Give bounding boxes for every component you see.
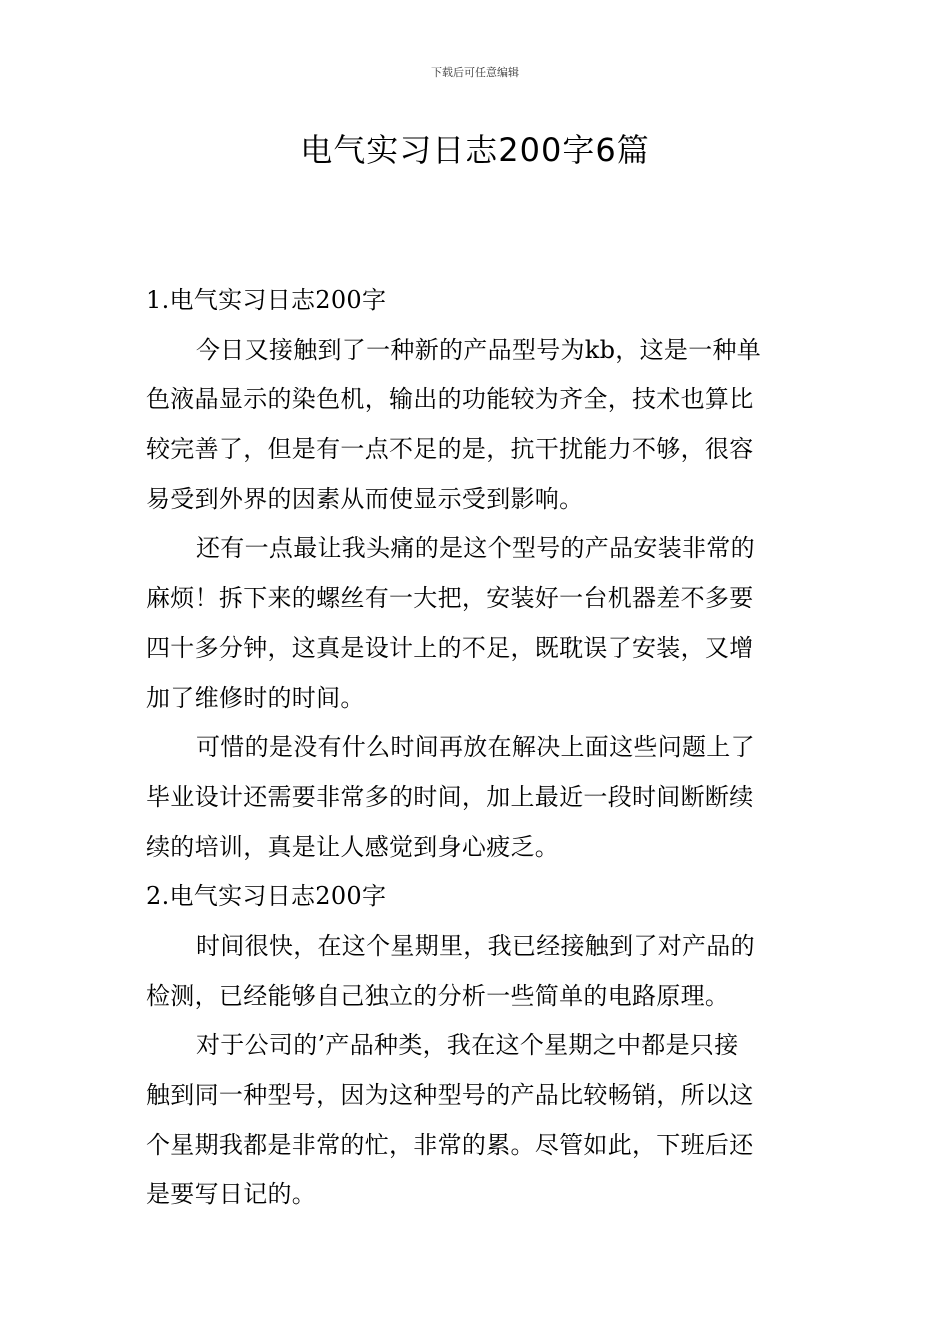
header-note: 下载后可任意编辑 <box>431 66 519 79</box>
paragraph-line: 色液晶显示的染色机，输出的功能较为齐全，技术也算比 <box>146 385 754 414</box>
paragraph-line: 麻烦！拆下来的螺丝有一大把，安装好一台机器差不多要 <box>146 584 754 613</box>
section-heading-2: 2.电气实习日志200字 <box>146 882 387 911</box>
paragraph-line: 触到同一种型号，因为这种型号的产品比较畅销，所以这 <box>146 1081 754 1109</box>
paragraph-line: 时间很快，在这个星期里，我已经接触到了对产品的 <box>196 931 755 960</box>
paragraph-line: 加了维修时的时间。 <box>146 683 365 712</box>
paragraph-line: 检测，已经能够自己独立的分析一些简单的电路原理。 <box>146 981 730 1010</box>
paragraph-line: 是要写日记的。 <box>146 1180 317 1209</box>
paragraph-line: 对于公司的’产品种类，我在这个星期之中都是只接 <box>196 1031 739 1060</box>
section-heading-1: 1.电气实习日志200字 <box>146 286 387 314</box>
paragraph-line: 较完善了，但是有一点不足的是，抗干扰能力不够，很容 <box>146 435 754 464</box>
paragraph-line: 续的培训，真是让人感觉到身心疲乏。 <box>146 832 560 861</box>
document-title: 电气实习日志200字6篇 <box>300 131 650 169</box>
paragraph-line: 今日又接触到了一种新的产品型号为kb，这是一种单 <box>196 335 762 364</box>
paragraph-line: 个星期我都是非常的忙，非常的累。尽管如此，下班后还 <box>146 1130 754 1159</box>
paragraph-line: 四十多分钟，这真是设计上的不足，既耽误了安装，又增 <box>146 633 754 662</box>
paragraph-line: 还有一点最让我头痛的是这个型号的产品安装非常的 <box>196 534 755 563</box>
paragraph-line: 毕业设计还需要非常多的时间，加上最近一段时间断断续 <box>146 782 754 811</box>
document-body <box>146 276 806 1220</box>
paragraph-line: 可惜的是没有什么时间再放在解决上面这些问题上了 <box>196 733 755 762</box>
paragraph-line: 易受到外界的因素从而使显示受到影响。 <box>146 484 584 513</box>
